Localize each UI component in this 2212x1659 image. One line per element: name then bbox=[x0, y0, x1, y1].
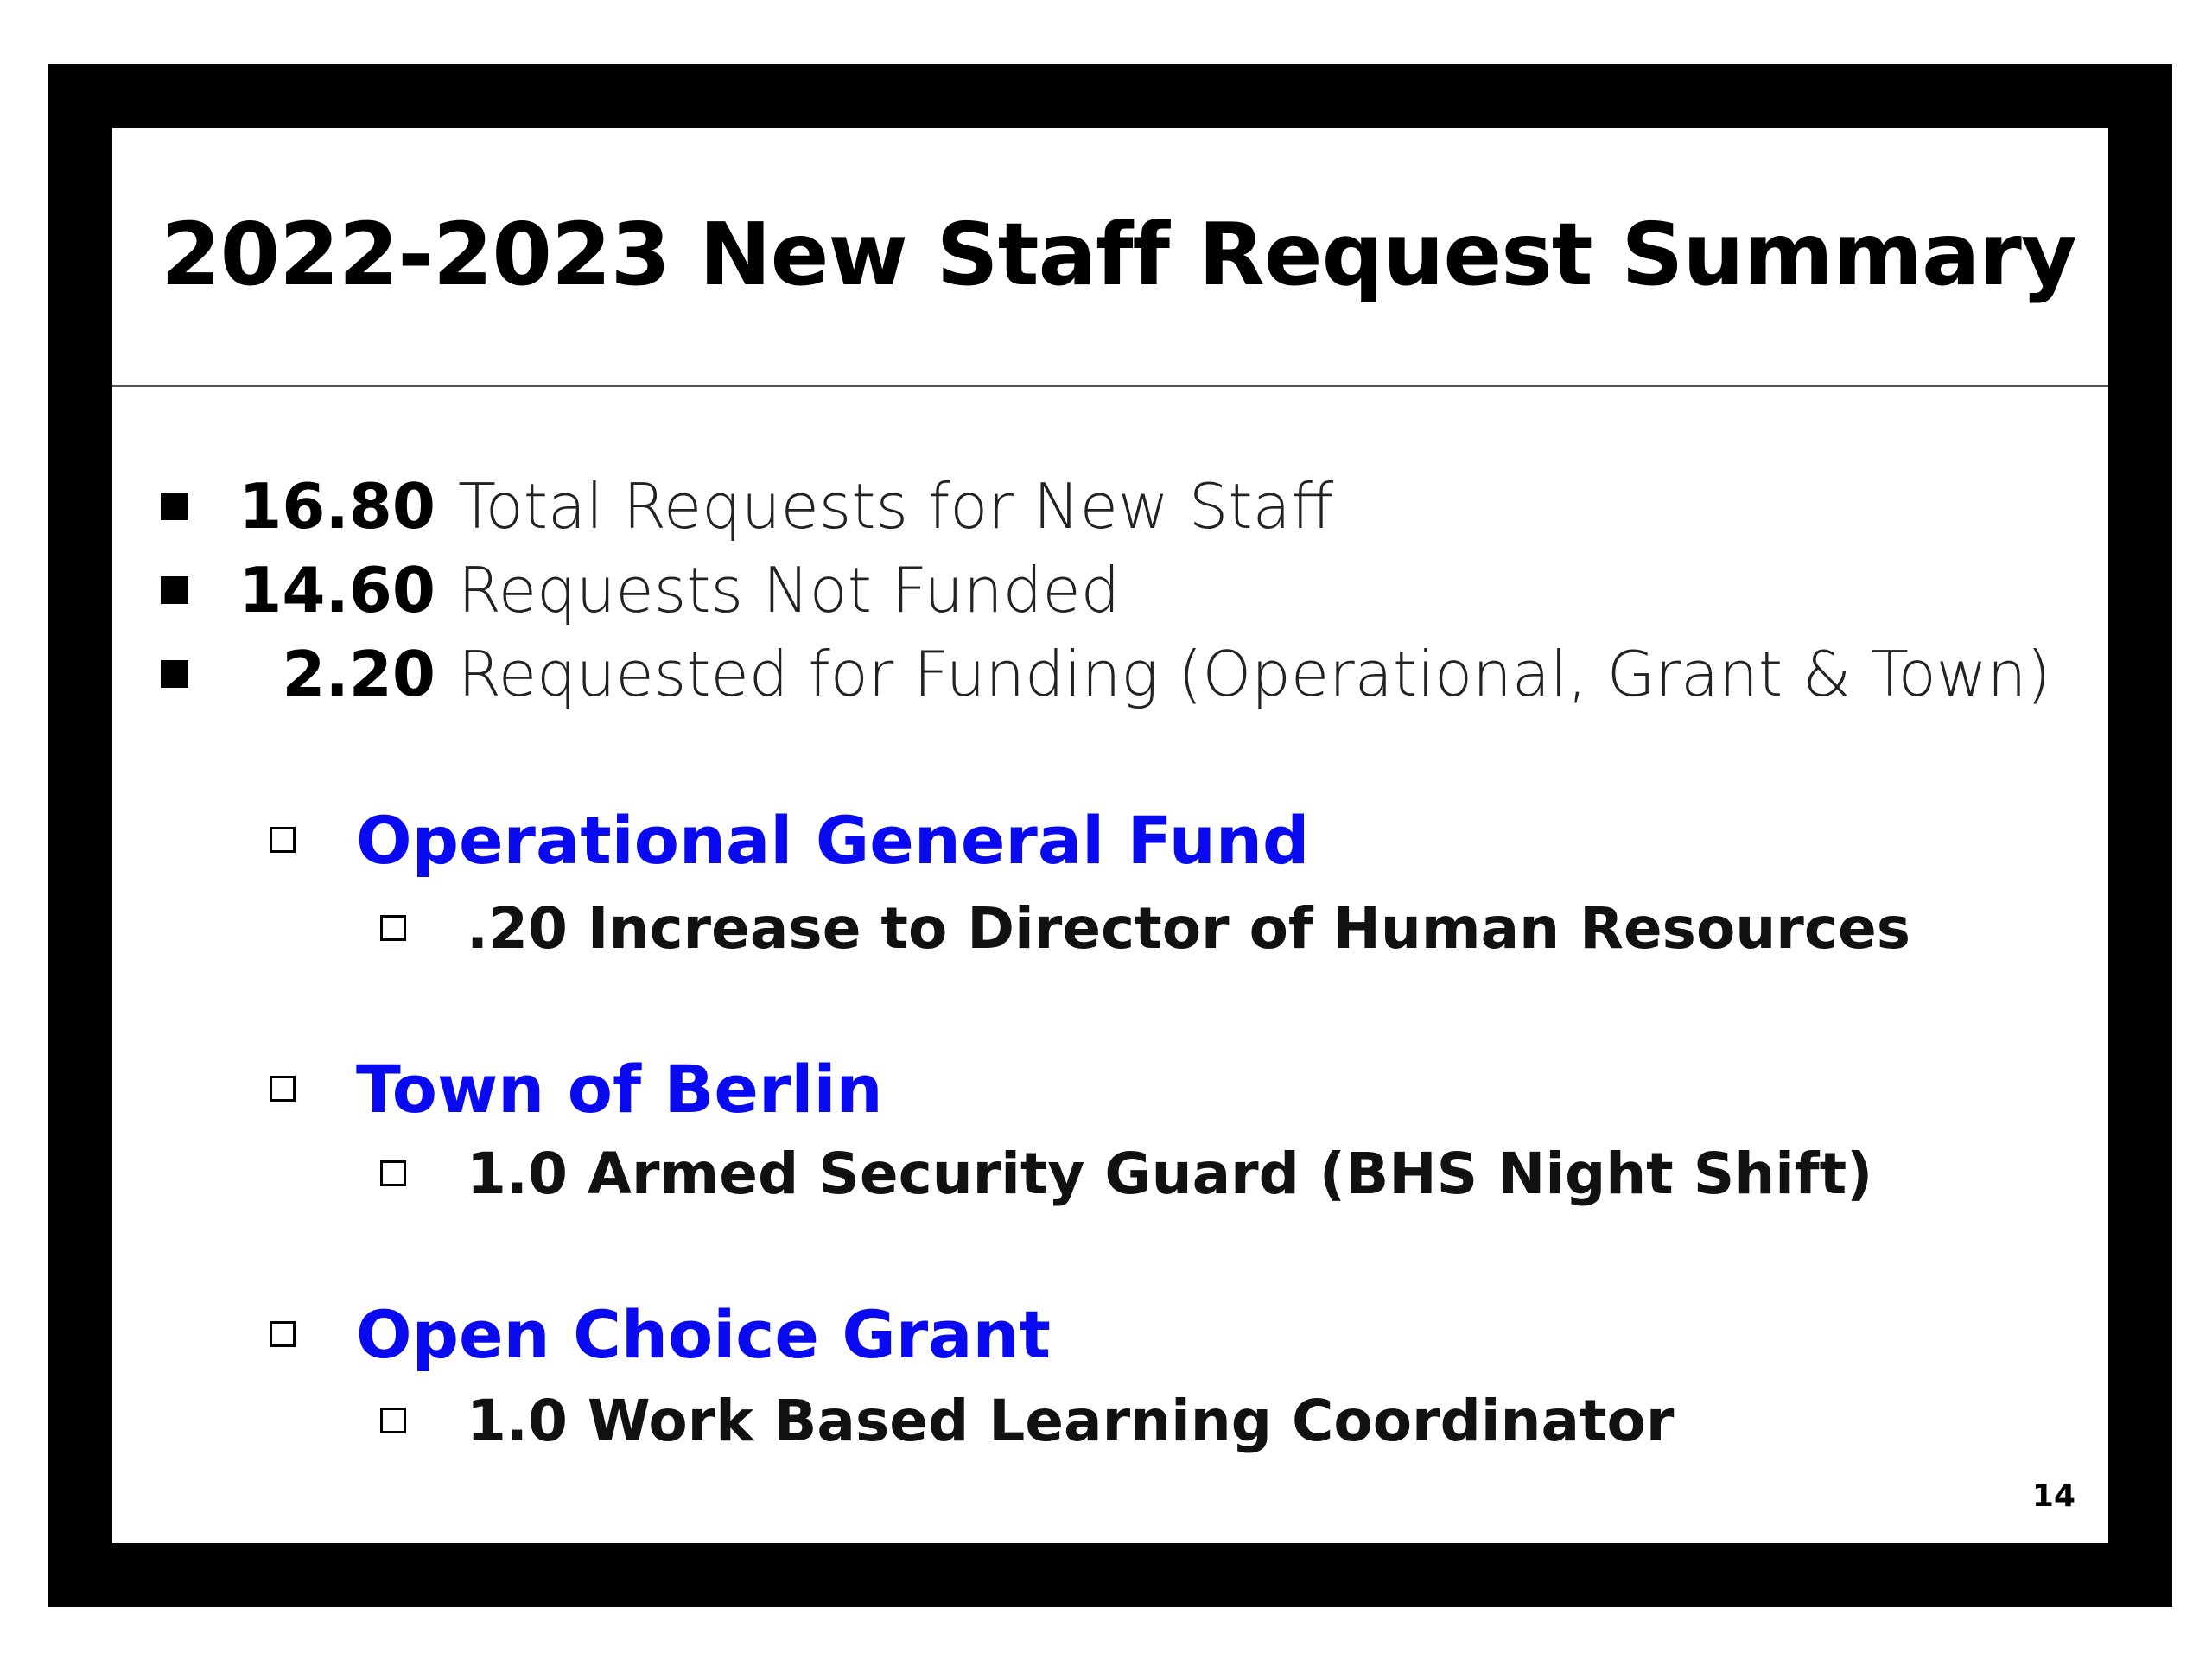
title-area bbox=[112, 128, 2108, 387]
page-number: 14 bbox=[2031, 1478, 2075, 1514]
stat-label: Requests Not Funded bbox=[458, 554, 1121, 626]
section-title: Open Choice Grant bbox=[356, 1295, 1051, 1373]
filled-square-bullet-icon bbox=[161, 576, 188, 604]
stat-row-not-funded bbox=[161, 549, 1120, 632]
section-title: Town of Berlin bbox=[356, 1050, 883, 1128]
section-item bbox=[380, 1379, 1674, 1462]
section-operational-general-fund bbox=[270, 798, 1309, 881]
hollow-square-bullet-icon bbox=[270, 1321, 296, 1347]
stat-value: 2.20 bbox=[282, 638, 435, 710]
slide-frame bbox=[48, 64, 2172, 1607]
stat-label: Requested for Funding (Operational, Grant & Town) bbox=[458, 638, 2051, 710]
section-title: Operational General Fund bbox=[356, 801, 1310, 879]
stat-label: Total Requests for New Staff bbox=[458, 470, 1334, 543]
section-town-of-berlin bbox=[270, 1047, 883, 1130]
stat-row-total bbox=[161, 465, 1333, 548]
hollow-square-bullet-icon bbox=[380, 915, 406, 941]
stat-value: 14.60 bbox=[238, 554, 435, 626]
section-item bbox=[380, 1132, 1872, 1215]
hollow-square-bullet-icon bbox=[270, 1076, 296, 1102]
hollow-square-bullet-icon bbox=[380, 1408, 406, 1433]
stat-value: 16.80 bbox=[238, 470, 435, 543]
filled-square-bullet-icon bbox=[161, 493, 188, 520]
slide bbox=[112, 128, 2108, 1543]
section-item bbox=[380, 887, 1910, 969]
section-item-text: 1.0 Work Based Learning Coordinator bbox=[467, 1387, 1675, 1454]
hollow-square-bullet-icon bbox=[270, 827, 296, 853]
hollow-square-bullet-icon bbox=[380, 1160, 406, 1186]
section-item-text: 1.0 Armed Security Guard (BHS Night Shift) bbox=[467, 1140, 1873, 1207]
section-open-choice-grant bbox=[270, 1293, 1051, 1376]
section-item-text: .20 Increase to Director of Human Resources bbox=[467, 894, 1911, 962]
filled-square-bullet-icon bbox=[161, 660, 188, 688]
stat-row-requested bbox=[161, 632, 2050, 715]
slide-title: 2022-2023 New Staff Request Summary bbox=[161, 204, 2076, 305]
